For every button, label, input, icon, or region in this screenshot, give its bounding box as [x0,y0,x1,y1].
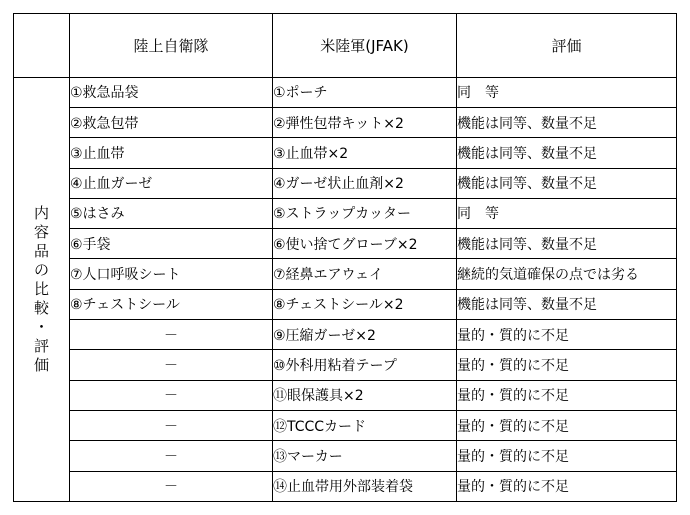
table-row [14,471,677,502]
cell-us-item: ①ポーチ [273,77,457,107]
cell-us-item: ⑩外科用粘着テープ [273,350,457,380]
table-row [14,138,677,168]
cell-us-item: ④ガーゼ状止血剤×2 [273,168,457,198]
cell-us-item: ⑬マーカー [273,441,457,471]
table-row [14,441,677,471]
cell-evaluation: 同 等 [457,77,677,107]
cell-us-item: ③止血帯×2 [273,138,457,168]
cell-jgsdf-item: ③止血帯 [70,138,273,168]
cell-jgsdf-item: － [70,380,273,410]
cell-jgsdf-item: － [70,410,273,440]
cell-jgsdf-item: － [70,471,273,502]
table-row [14,168,677,198]
table-row [14,410,677,440]
table-row [14,350,677,380]
cell-evaluation: 機能は同等、数量不足 [457,107,677,137]
side-label-char: 品 [33,241,49,260]
table-row [14,77,677,107]
cell-us-item: ⑧チェストシール×2 [273,289,457,319]
table-row [14,198,677,228]
cell-evaluation: 量的・質的に不足 [457,410,677,440]
side-label-char: 容 [33,222,49,241]
cell-us-item: ⑦経鼻エアウェイ [273,259,457,289]
cell-jgsdf-item: － [70,350,273,380]
side-label-char: 評 [33,336,49,355]
cell-jgsdf-item: ⑤はさみ [70,198,273,228]
cell-evaluation: 量的・質的に不足 [457,350,677,380]
cell-evaluation: 量的・質的に不足 [457,441,677,471]
table-row [14,320,677,350]
side-label-char: 価 [33,355,49,374]
cell-us-item: ②弾性包帯キット×2 [273,107,457,137]
header-jgsdf: 陸上自衛隊 [70,14,273,78]
cell-evaluation: 量的・質的に不足 [457,320,677,350]
side-label-char: ・ [33,317,49,336]
side-label-char: の [33,260,49,279]
cell-evaluation: 機能は同等、数量不足 [457,138,677,168]
table-row [14,259,677,289]
comparison-table [13,13,677,502]
cell-evaluation: 量的・質的に不足 [457,471,677,502]
cell-us-item: ⑨圧縮ガーゼ×2 [273,320,457,350]
cell-evaluation: 継続的気道確保の点では劣る [457,259,677,289]
cell-us-item: ⑪眼保護具×2 [273,380,457,410]
side-label-stack [14,204,69,375]
cell-evaluation: 量的・質的に不足 [457,380,677,410]
header-row [14,14,677,78]
cell-evaluation: 同 等 [457,198,677,228]
cell-evaluation: 機能は同等、数量不足 [457,168,677,198]
header-us-army: 米陸軍(JFAK) [273,14,457,78]
side-label-char: 較 [33,298,49,317]
table-row [14,107,677,137]
cell-jgsdf-item: ①救急品袋 [70,77,273,107]
header-evaluation: 評価 [457,14,677,78]
cell-us-item: ⑭止血帯用外部装着袋 [273,471,457,502]
cell-jgsdf-item: ④止血ガーゼ [70,168,273,198]
cell-jgsdf-item: － [70,320,273,350]
cell-jgsdf-item: ⑦人口呼吸シート [70,259,273,289]
cell-jgsdf-item: ⑥手袋 [70,229,273,259]
cell-us-item: ⑫TCCCカード [273,410,457,440]
table-row [14,289,677,319]
side-label-char: 内 [33,203,49,222]
cell-us-item: ⑥使い捨てグローブ×2 [273,229,457,259]
cell-us-item: ⑤ストラップカッター [273,198,457,228]
cell-jgsdf-item: ②救急包帯 [70,107,273,137]
cell-jgsdf-item: ⑧チェストシール [70,289,273,319]
cell-evaluation: 機能は同等、数量不足 [457,289,677,319]
table-row [14,229,677,259]
cell-jgsdf-item: － [70,441,273,471]
cell-evaluation: 機能は同等、数量不足 [457,229,677,259]
side-label-char: 比 [33,279,49,298]
side-category-label [14,77,70,501]
header-corner-cell [14,14,70,78]
table-row [14,380,677,410]
